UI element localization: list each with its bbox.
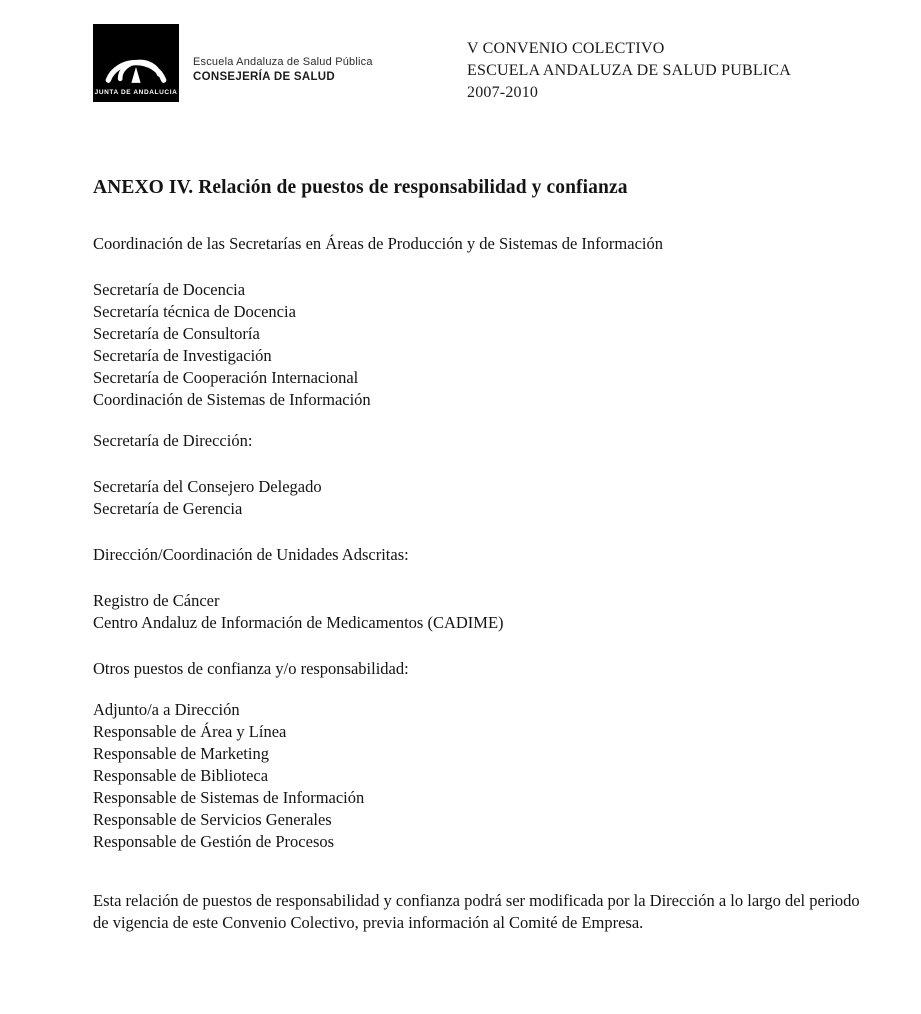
list-item: Secretaría del Consejero Delegado (93, 477, 322, 496)
document-body (93, 176, 877, 934)
list-item: Responsable de Gestión de Procesos (93, 832, 335, 851)
organization-block (193, 56, 375, 83)
list-item: Responsable de Sistemas de Información (93, 788, 365, 807)
list-item: Secretaría de Docencia (93, 280, 246, 299)
list-item: Coordinación de Sistemas de Información (93, 390, 371, 409)
list-item: Registro de Cáncer (93, 591, 220, 610)
list-item: Secretaría de Gerencia (93, 499, 243, 518)
list-item: Secretaría de Cooperación Internacional (93, 368, 359, 387)
list-item: Responsable de Servicios Generales (93, 810, 332, 829)
intro-paragraph: Coordinación de las Secretarías en Áreas de Producción y de Sistemas de Información (93, 234, 663, 253)
list-item: Adjunto/a a Dirección (93, 700, 240, 719)
list-item: Secretaría técnica de Docencia (93, 302, 296, 321)
header-title-line-3: 2007-2010 (467, 84, 539, 101)
header-title-line-1: V CONVENIO COLECTIVO (467, 40, 665, 57)
arch-icon (103, 43, 169, 87)
closing-paragraph: Esta relación de puestos de responsabilidad y confianza podrá ser modificada por la Dirección a lo largo del periodo de vigencia de este Convenio Colectivo, previa información al Comité de Empresa. (93, 891, 860, 932)
other-heading: Otros puestos de confianza y/o responsabilidad: (93, 659, 409, 678)
direction-list (93, 476, 877, 520)
list-item: Responsable de Marketing (93, 744, 269, 763)
list-item: Responsable de Biblioteca (93, 766, 269, 785)
secretariats-list (93, 279, 877, 411)
list-item: Secretaría de Consultoría (93, 324, 260, 343)
list-item: Responsable de Área y Línea (93, 722, 287, 741)
junta-andalucia-logo (93, 24, 179, 102)
organization-department: CONSEJERÍA DE SALUD (193, 71, 336, 83)
header (93, 24, 891, 104)
organization-name: Escuela Andaluza de Salud Pública (193, 56, 373, 68)
list-item: Centro Andaluz de Información de Medicamentos (CADIME) (93, 613, 504, 632)
direction-heading: Secretaría de Dirección: (93, 431, 253, 450)
list-item: Secretaría de Investigación (93, 346, 272, 365)
units-heading: Dirección/Coordinación de Unidades Adscritas: (93, 545, 409, 564)
units-list (93, 590, 877, 634)
header-title-line-2: ESCUELA ANDALUZA DE SALUD PUBLICA (467, 62, 791, 79)
other-list (93, 699, 877, 853)
logo-caption: JUNTA DE ANDALUCIA (94, 89, 178, 96)
page-title: ANEXO IV. Relación de puestos de responsabilidad y confianza (93, 177, 628, 198)
document-header-title (467, 38, 791, 104)
